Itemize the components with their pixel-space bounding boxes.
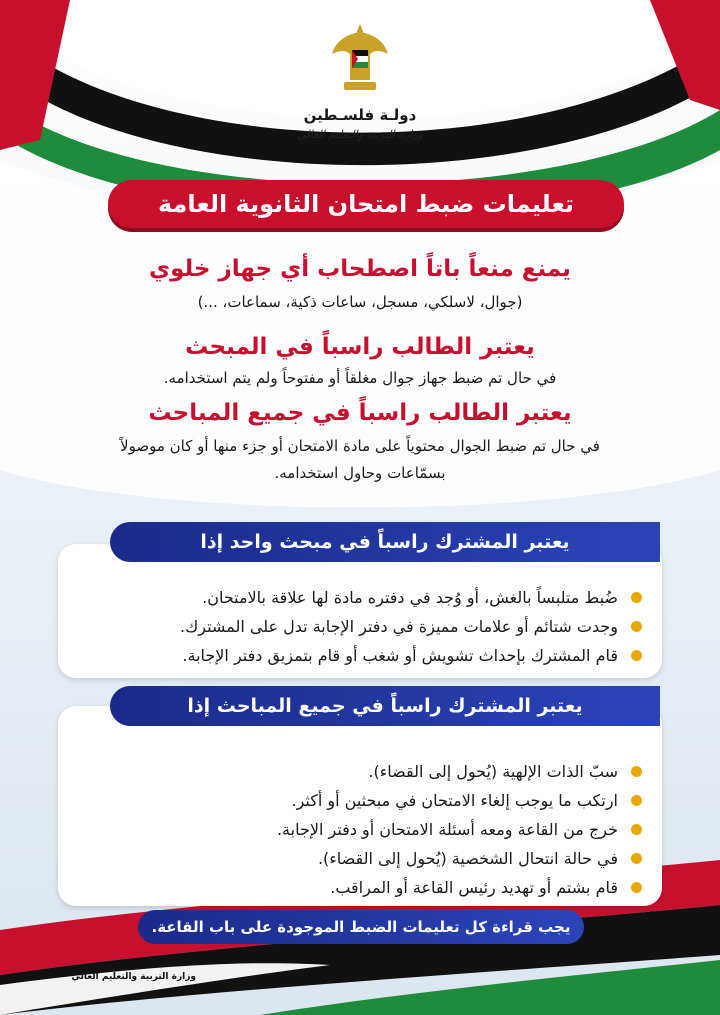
footer-ministry: وزارة التربية والتعليم العالي (71, 972, 196, 982)
list-item (82, 641, 642, 670)
list-item-text: ضُبط متلبساً بالغش، أو وُجد في دفتره مادة لها علاقة بالامتحان. (202, 588, 618, 607)
list-item-text: سبّ الذات الإلهية (يُحول إلى القضاء). (368, 762, 618, 781)
eagle-emblem-icon (330, 20, 390, 100)
section-1-list (82, 583, 642, 670)
footer-note: يجب قراءة كل تعليمات الضبط الموجودة على باب القاعة. (138, 910, 584, 944)
list-item-text: خرج من القاعة ومعه أسئلة الامتحان أو دفتر الإجابة. (276, 820, 618, 839)
list-item (82, 757, 642, 786)
state-name: دولـة فلسـطين (303, 106, 417, 124)
rule-1-detail: (جوال، لاسلكي، مسجل، ساعات ذكية، سماعات، ...) (197, 293, 523, 311)
bullet-icon (631, 650, 642, 661)
bullet-icon (631, 882, 642, 893)
list-item-text: قام بشتم أو تهديد رئيس القاعة أو المراقب. (330, 878, 618, 897)
list-item-text: في حالة انتحال الشخصية (يُحول إلى القضاء). (317, 849, 618, 868)
list-item-text: وجدت شتائم أو علامات مميزة في دفتر الإجابة تدل على المشترك. (180, 617, 618, 636)
bullet-icon (631, 853, 642, 864)
bullet-icon (631, 795, 642, 806)
list-item (82, 844, 642, 873)
list-item (82, 612, 642, 641)
section-1-title: يعتبر المشترك راسباً في مبحث واحد إذا (110, 522, 660, 562)
bullet-icon (631, 592, 642, 603)
rule-3-detail-line-2: بسمّاعات وحاول استخدامه. (274, 464, 446, 482)
rule-3-detail-line-1: في حال تم ضبط الجوال محتوياً على مادة الامتحان أو جزء منها أو كان موصولاً (120, 437, 600, 455)
section-2-title: يعتبر المشترك راسباً في جميع المباحث إذا (110, 686, 660, 726)
bullet-icon (631, 766, 642, 777)
ministry-name: وزارة التربية والتعليم العالي (297, 128, 423, 141)
list-item (82, 583, 642, 612)
list-item (82, 873, 642, 902)
bullet-icon (631, 824, 642, 835)
page-title: تعليمات ضبط امتحان الثانوية العامة (108, 180, 624, 228)
list-item (82, 786, 642, 815)
rule-2-heading: يعتبر الطالب راسباً في المبحث (185, 334, 535, 360)
list-item-text: قام المشترك بإحداث تشويش أو شغب أو قام بتمزيق دفتر الإجابة. (182, 646, 618, 665)
list-item-text: ارتكب ما يوجب إلغاء الامتحان في مبحثين أو أكثر. (291, 791, 618, 810)
rule-2-detail: في حال تم ضبط جهاز جوال مغلقاً أو مفتوحاً ولم يتم استخدامه. (163, 369, 557, 387)
bullet-icon (631, 621, 642, 632)
rule-1-heading: يمنع منعاً باتاً اصطحاب أي جهاز خلوي (149, 256, 571, 282)
list-item (82, 815, 642, 844)
section-2-list (82, 757, 642, 902)
rule-3-heading: يعتبر الطالب راسباً في جميع المباحث (148, 400, 572, 426)
